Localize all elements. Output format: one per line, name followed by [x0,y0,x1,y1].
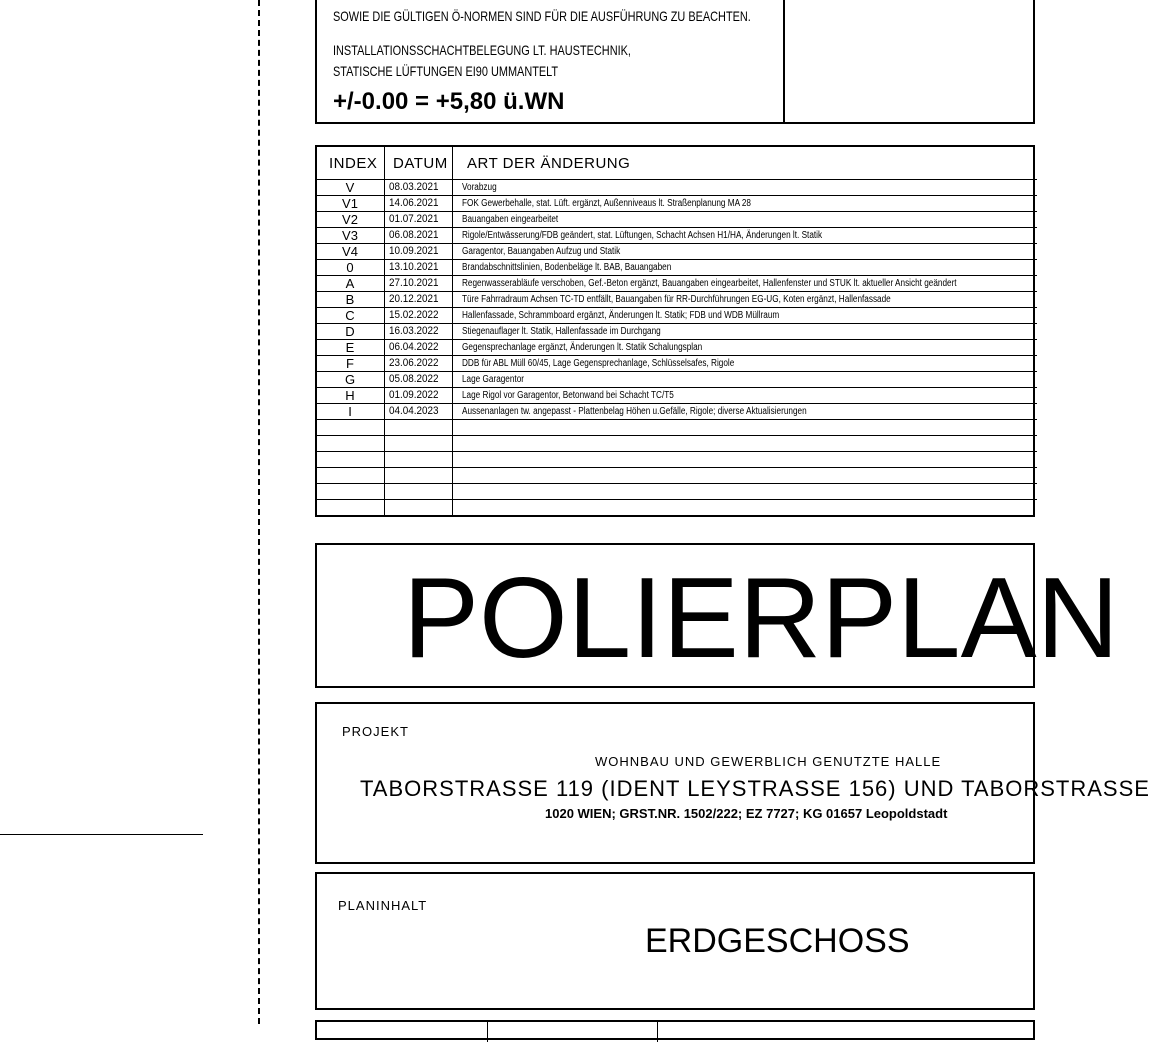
notes-divider [783,0,785,122]
revision-index: C [345,308,355,323]
revision-date: 15.02.2022 [389,309,439,321]
revision-date: 13.10.2021 [389,261,439,273]
revision-index: B [345,292,355,307]
table-row [317,371,1037,387]
table-row [317,499,1037,515]
header-index: INDEX [329,155,378,172]
header-art: ART DER ÄNDERUNG [467,155,631,172]
revision-description: Regenwasserabläufe verschoben, Gef.-Beton ergänzt, Bauangaben eingearbeitet, Hallenfenster und STUK lt. aktueller Ansicht geändert [462,278,957,289]
table-row [317,307,1037,323]
revision-date: 01.09.2022 [389,389,439,401]
table-row [317,323,1037,339]
revision-description: Stiegenauflager lt. Statik, Hallenfassade im Durchgang [462,326,661,337]
project-description: WOHNBAU UND GEWERBLICH GENUTZTE HALLE [595,754,942,769]
revision-description: Rigole/Entwässerung/FDB geändert, stat. Lüftungen, Schacht Achsen H1/HA, Änderungen lt. Statik [462,230,823,241]
table-row [317,179,1037,195]
project-plot-info: 1020 WIEN; GRST.NR. 1502/222; EZ 7727; KG 01657 Leopoldstadt [545,806,948,821]
table-row [317,403,1037,419]
table-row [317,451,1037,467]
table-row [317,355,1037,371]
table-row [317,467,1037,483]
revision-description: DDB für ABL Müll 60/45, Lage Gegensprechanlage, Schlüsselsafes, Rigole [462,358,735,369]
footer-divider [657,1022,658,1042]
revision-date: 27.10.2021 [389,277,439,289]
revision-index: D [345,324,355,339]
revision-index: G [344,372,356,387]
title-box [315,543,1119,688]
plan-content-box [315,872,1035,1010]
revision-index: V3 [342,228,358,243]
revision-description: Vorabzug [462,182,497,193]
revision-date: 23.06.2022 [389,357,439,369]
revision-description: Bauangaben eingearbeitet [462,214,559,225]
table-row [317,259,1037,275]
revision-date: 01.07.2021 [389,213,439,225]
revision-index: V2 [342,212,358,227]
table-row [317,243,1037,259]
table-row [317,483,1037,499]
table-row [317,419,1037,435]
project-box [315,702,1150,864]
revision-index: H [345,388,355,403]
revision-index: V4 [342,244,358,259]
revision-index: V1 [342,196,358,211]
plan-content-value: ERDGESCHOSS [645,922,910,960]
revision-table [315,145,1035,517]
margin-line [0,834,203,835]
revision-description: Lage Garagentor [462,374,525,385]
plan-type-title: POLIERPLAN [403,555,1119,682]
revision-description: Hallenfassade, Schrammboard ergänzt, Änderungen lt. Statik; FDB und WDB Müllraum [462,310,780,321]
footer-box [315,1020,1035,1040]
revision-date: 20.12.2021 [389,293,439,305]
revision-index: A [345,276,355,291]
revision-date: 14.06.2021 [389,197,439,209]
notes-box [315,0,1035,124]
revision-index: V [345,180,355,195]
header-datum: DATUM [393,155,448,172]
revision-date: 06.04.2022 [389,341,439,353]
table-row [317,387,1037,403]
table-row [317,275,1037,291]
revision-index: E [345,340,355,355]
projekt-label: PROJEKT [342,724,409,739]
revision-description: Garagentor, Bauangaben Aufzug und Statik [462,246,621,257]
table-row [317,291,1037,307]
footer-divider [487,1022,488,1042]
notes-line-2: INSTALLATIONSSCHACHTBELEGUNG LT. HAUSTECHNIK, [333,42,631,58]
table-row [317,339,1037,355]
table-row [317,211,1037,227]
revision-date: 16.03.2022 [389,325,439,337]
table-row [317,195,1037,211]
elevation-reference: +/-0.00 = +5,80 ü.WN [333,88,565,115]
cut-line [258,0,260,1024]
revision-description: Türe Fahrradraum Achsen TC-TD entfällt, Bauangaben für RR-Durchführungen EG-UG, Koten ergänzt, Hallenfassade [462,294,891,305]
revision-description: Brandabschnittslinien, Bodenbeläge lt. BAB, Bauangaben [462,262,672,273]
revision-description: Aussenanlagen tw. angepasst - Plattenbelag Höhen u.Gefälle, Rigole; diverse Aktualisierungen [462,406,807,417]
revision-description: FOK Gewerbehalle, stat. Lüft. ergänzt, Außenniveaus lt. Straßenplanung MA 28 [462,198,751,209]
table-row [317,435,1037,451]
table-row [317,227,1037,243]
revision-index: 0 [346,260,354,275]
revision-date: 04.04.2023 [389,405,439,417]
notes-line-3: STATISCHE LÜFTUNGEN EI90 UMMANTELT [333,63,559,79]
revision-description: Gegensprechanlage ergänzt, Änderungen lt. Statik Schalungsplan [462,342,703,353]
revision-date: 10.09.2021 [389,245,439,257]
revision-description: Lage Rigol vor Garagentor, Betonwand bei Schacht TC/T5 [462,390,674,401]
revision-index: I [348,404,352,419]
notes-line-1: SOWIE DIE GÜLTIGEN Ö-NORMEN SIND FÜR DIE AUSFÜHRUNG ZU BEACHTEN. [333,8,751,24]
revision-index: F [346,356,354,371]
revision-date: 08.03.2021 [389,181,439,193]
revision-date: 06.08.2021 [389,229,439,241]
planinhalt-label: PLANINHALT [338,898,428,913]
revision-date: 05.08.2022 [389,373,439,385]
project-address: TABORSTRASSE 119 (IDENT LEYSTRASSE 156) UND TABORSTRASSE [360,776,1150,801]
